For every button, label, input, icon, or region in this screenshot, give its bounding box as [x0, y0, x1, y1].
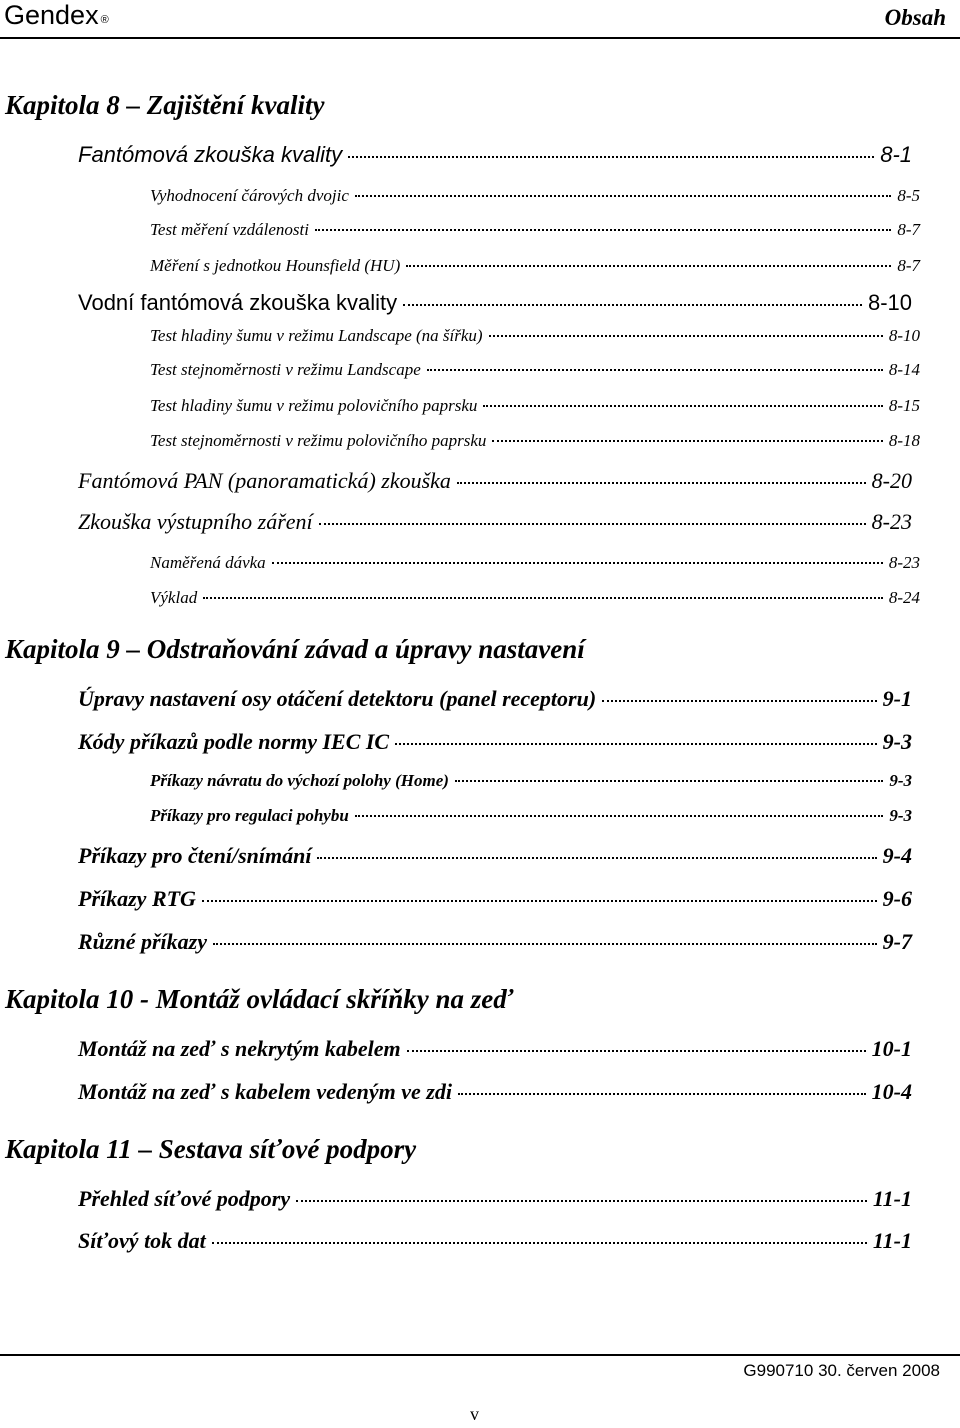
toc-entry[interactable]: Výklad 8-24: [150, 588, 920, 607]
chapter-heading: Kapitola 10 - Montáž ovládací skříňky na zeď: [5, 984, 514, 1014]
toc-entry[interactable]: Různé příkazy 9-7: [78, 929, 912, 954]
toc-entry[interactable]: Příkazy návratu do výchozí polohy (Home) 9-3: [150, 771, 912, 790]
chapter-heading: Kapitola 11 – Sestava síťové podpory: [5, 1134, 417, 1164]
toc-entry[interactable]: Příkazy pro čtení/snímání 9-4: [78, 843, 912, 868]
chapter-heading: Kapitola 8 – Zajištění kvality: [5, 90, 325, 120]
toc-entry[interactable]: Test stejnoměrnosti v režimu polovičního paprsku 8-18: [150, 431, 920, 450]
toc-entry[interactable]: Vodní fantómová zkouška kvality 8-10: [78, 290, 912, 315]
toc-entry[interactable]: Test měření vzdálenosti 8-7: [150, 220, 920, 239]
document-reference: G990710 30. červen 2008: [743, 1361, 940, 1380]
toc-entry[interactable]: Měření s jednotkou Hounsfield (HU) 8-7: [150, 256, 920, 275]
chapter-heading: Kapitola 9 – Odstraňování závad a úpravy nastavení: [5, 634, 585, 664]
toc-entry[interactable]: Test hladiny šumu v režimu polovičního paprsku 8-15: [150, 396, 920, 415]
toc-entry[interactable]: Úpravy nastavení osy otáčení detektoru (panel receptoru) 9-1: [78, 686, 912, 711]
toc-entry[interactable]: Kódy příkazů podle normy IEC IC 9-3: [78, 729, 912, 754]
section-title: Obsah: [884, 5, 946, 30]
footer-divider: [0, 1354, 960, 1356]
toc-entry[interactable]: Přehled síťové podpory 11-1: [78, 1186, 912, 1211]
toc-entry[interactable]: Fantómová zkouška kvality 8-1: [78, 142, 912, 167]
toc-entry[interactable]: Příkazy RTG 9-6: [78, 886, 912, 911]
toc-entry[interactable]: Zkouška výstupního záření 8-23: [78, 509, 912, 534]
toc-entry[interactable]: Montáž na zeď s kabelem vedeným ve zdi 10-4: [78, 1079, 912, 1104]
toc-entry[interactable]: Naměřená dávka 8-23: [150, 553, 920, 572]
header-divider: [0, 37, 960, 39]
toc-entry[interactable]: Příkazy pro regulaci pohybu 9-3: [150, 806, 912, 825]
toc-entry[interactable]: Fantómová PAN (panoramatická) zkouška 8-20: [78, 468, 912, 493]
brand-logo: Gendex ®: [4, 0, 109, 30]
toc-entry[interactable]: Síťový tok dat 11-1: [78, 1228, 912, 1253]
toc-entry[interactable]: Montáž na zeď s nekrytým kabelem 10-1: [78, 1036, 912, 1061]
page-number: v: [470, 1404, 479, 1424]
toc-entry[interactable]: Test stejnoměrnosti v režimu Landscape 8-14: [150, 360, 920, 379]
toc-entry[interactable]: Vyhodnocení čárových dvojic 8-5: [150, 186, 920, 205]
toc-entry[interactable]: Test hladiny šumu v režimu Landscape (na šířku) 8-10: [150, 326, 920, 345]
